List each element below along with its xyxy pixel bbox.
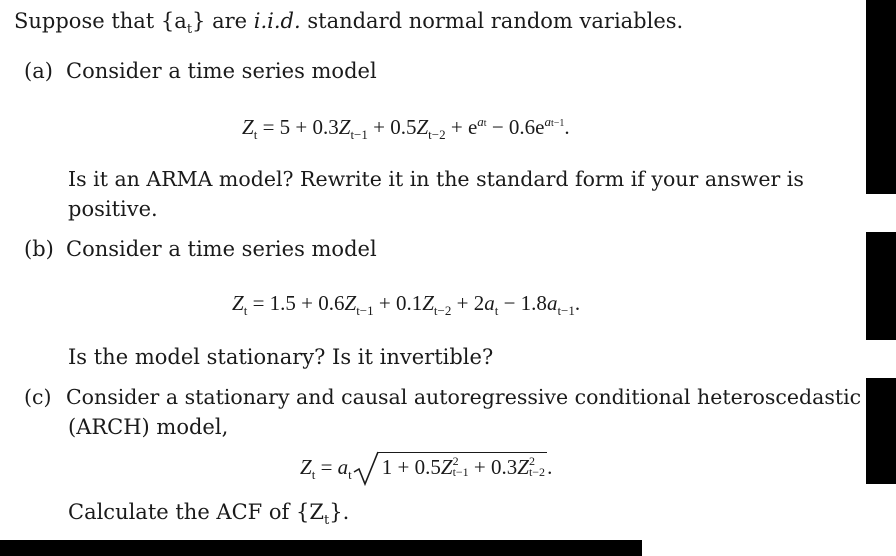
- eq-c-z1-sub: t−1: [452, 465, 469, 480]
- eq-c-a: a: [337, 455, 349, 479]
- part-c-label: (c): [24, 385, 52, 409]
- intro-set-sub: t: [186, 22, 193, 38]
- intro-set: {a: [160, 9, 187, 33]
- part-c-lead-text: Consider a stationary and causal autoregressive conditional heteroscedastic: [66, 385, 862, 409]
- part-b-lead-text: Consider a time series model: [66, 237, 377, 261]
- right-black-bar-bottom: [866, 378, 896, 484]
- intro-iid: i.i.d.: [253, 9, 301, 33]
- eq-b-z1-sub: t−1: [356, 303, 374, 319]
- part-b-label: (b): [24, 237, 54, 261]
- eq-c-a-sub: t: [348, 467, 352, 483]
- part-c-question-set: {Z: [296, 500, 324, 524]
- part-c-question: [68, 499, 350, 529]
- eq-b-lhs-sub: t: [243, 303, 248, 319]
- eq-b-z2-sub: t−2: [433, 303, 452, 319]
- sqrt-radicand: [378, 452, 547, 479]
- eq-b-a1-sub: t: [494, 303, 499, 319]
- eq-b-lhs: Z: [232, 291, 244, 315]
- eq-a-z2: Z: [416, 115, 429, 139]
- eq-a-exp2: a: [544, 114, 551, 129]
- eq-b-z2: Z: [422, 291, 434, 315]
- part-c-equation: [300, 454, 553, 483]
- intro-post: standard normal random variables.: [300, 9, 684, 33]
- eq-a-end: .: [564, 115, 570, 139]
- eq-a-lhs-sub: t: [253, 127, 258, 143]
- eq-c-inner1: 1 + 0.5: [381, 455, 441, 479]
- eq-a-z1-sub: t−1: [350, 127, 368, 143]
- eq-b-end: .: [574, 291, 581, 315]
- eq-b-a1: a: [484, 291, 495, 315]
- eq-c-z1-sup: 2: [452, 454, 459, 469]
- part-c-question-set-sub: t: [323, 513, 330, 529]
- eq-b-a2-sub: t−1: [557, 303, 575, 319]
- part-c-question-set-close: }.: [329, 500, 350, 524]
- part-b-lead: [24, 236, 377, 262]
- eq-a-lhs: Z: [242, 115, 254, 139]
- eq-c-lhs: Z: [300, 455, 312, 479]
- eq-b-rhs4: − 1.8: [498, 291, 547, 315]
- eq-a-rhs1: = 5 + 0.3: [257, 115, 339, 139]
- part-a-lead: [24, 58, 377, 84]
- eq-c-lhs-sub: t: [311, 467, 316, 483]
- intro-text: [14, 8, 684, 38]
- eq-c-z2: Z: [517, 455, 529, 479]
- eq-a-exp2-sub: t−1: [551, 118, 565, 129]
- eq-a-exp1: a: [477, 114, 484, 129]
- bottom-black-bar: [0, 540, 642, 556]
- part-a-question-1: Is it an ARMA model? Rewrite it in the standard form if your answer is: [68, 167, 804, 191]
- intro-set-close: }: [192, 9, 206, 33]
- part-b-question: Is the model stationary? Is it invertible?: [68, 345, 494, 369]
- eq-c-z1: Z: [440, 455, 453, 479]
- part-b-equation: [232, 290, 581, 319]
- eq-a-rhs2: + 0.5: [367, 115, 417, 139]
- part-a-question-2: positive.: [68, 197, 158, 221]
- eq-c-z2-sub: t−2: [528, 465, 546, 480]
- eq-c-eq-sign: =: [315, 455, 338, 479]
- eq-b-z1: Z: [344, 291, 357, 315]
- eq-a-exp1-sub: t: [483, 118, 487, 129]
- part-c-question-pre: Calculate the ACF of: [68, 500, 297, 524]
- eq-c-end: .: [547, 455, 553, 479]
- eq-b-rhs1: = 1.5 + 0.6: [247, 291, 345, 315]
- eq-b-a2: a: [546, 291, 558, 315]
- sqrt-symbol: [352, 454, 547, 480]
- eq-a-rhs3: + e: [445, 115, 478, 139]
- right-black-bar-middle: [866, 232, 896, 340]
- right-black-bar-top: [866, 0, 896, 194]
- part-c-lead-2: (ARCH) model,: [68, 415, 229, 439]
- part-c-lead-1: [24, 384, 861, 410]
- eq-c-inner2: + 0.3: [468, 455, 518, 479]
- eq-b-rhs3: + 2: [451, 291, 485, 315]
- part-a-label: (a): [24, 59, 53, 83]
- eq-a-rhs4: − 0.6e: [486, 115, 545, 139]
- part-a-lead-text: Consider a time series model: [66, 59, 377, 83]
- intro-mid: are: [205, 9, 254, 33]
- eq-c-z2-sup: 2: [528, 454, 535, 469]
- eq-b-rhs2: + 0.1: [373, 291, 423, 315]
- eq-a-z2-sub: t−2: [428, 127, 446, 143]
- eq-a-z1: Z: [338, 115, 351, 139]
- radical-sign-icon: [352, 450, 380, 486]
- intro-pre: Suppose that: [14, 9, 161, 33]
- part-a-equation: [242, 114, 570, 143]
